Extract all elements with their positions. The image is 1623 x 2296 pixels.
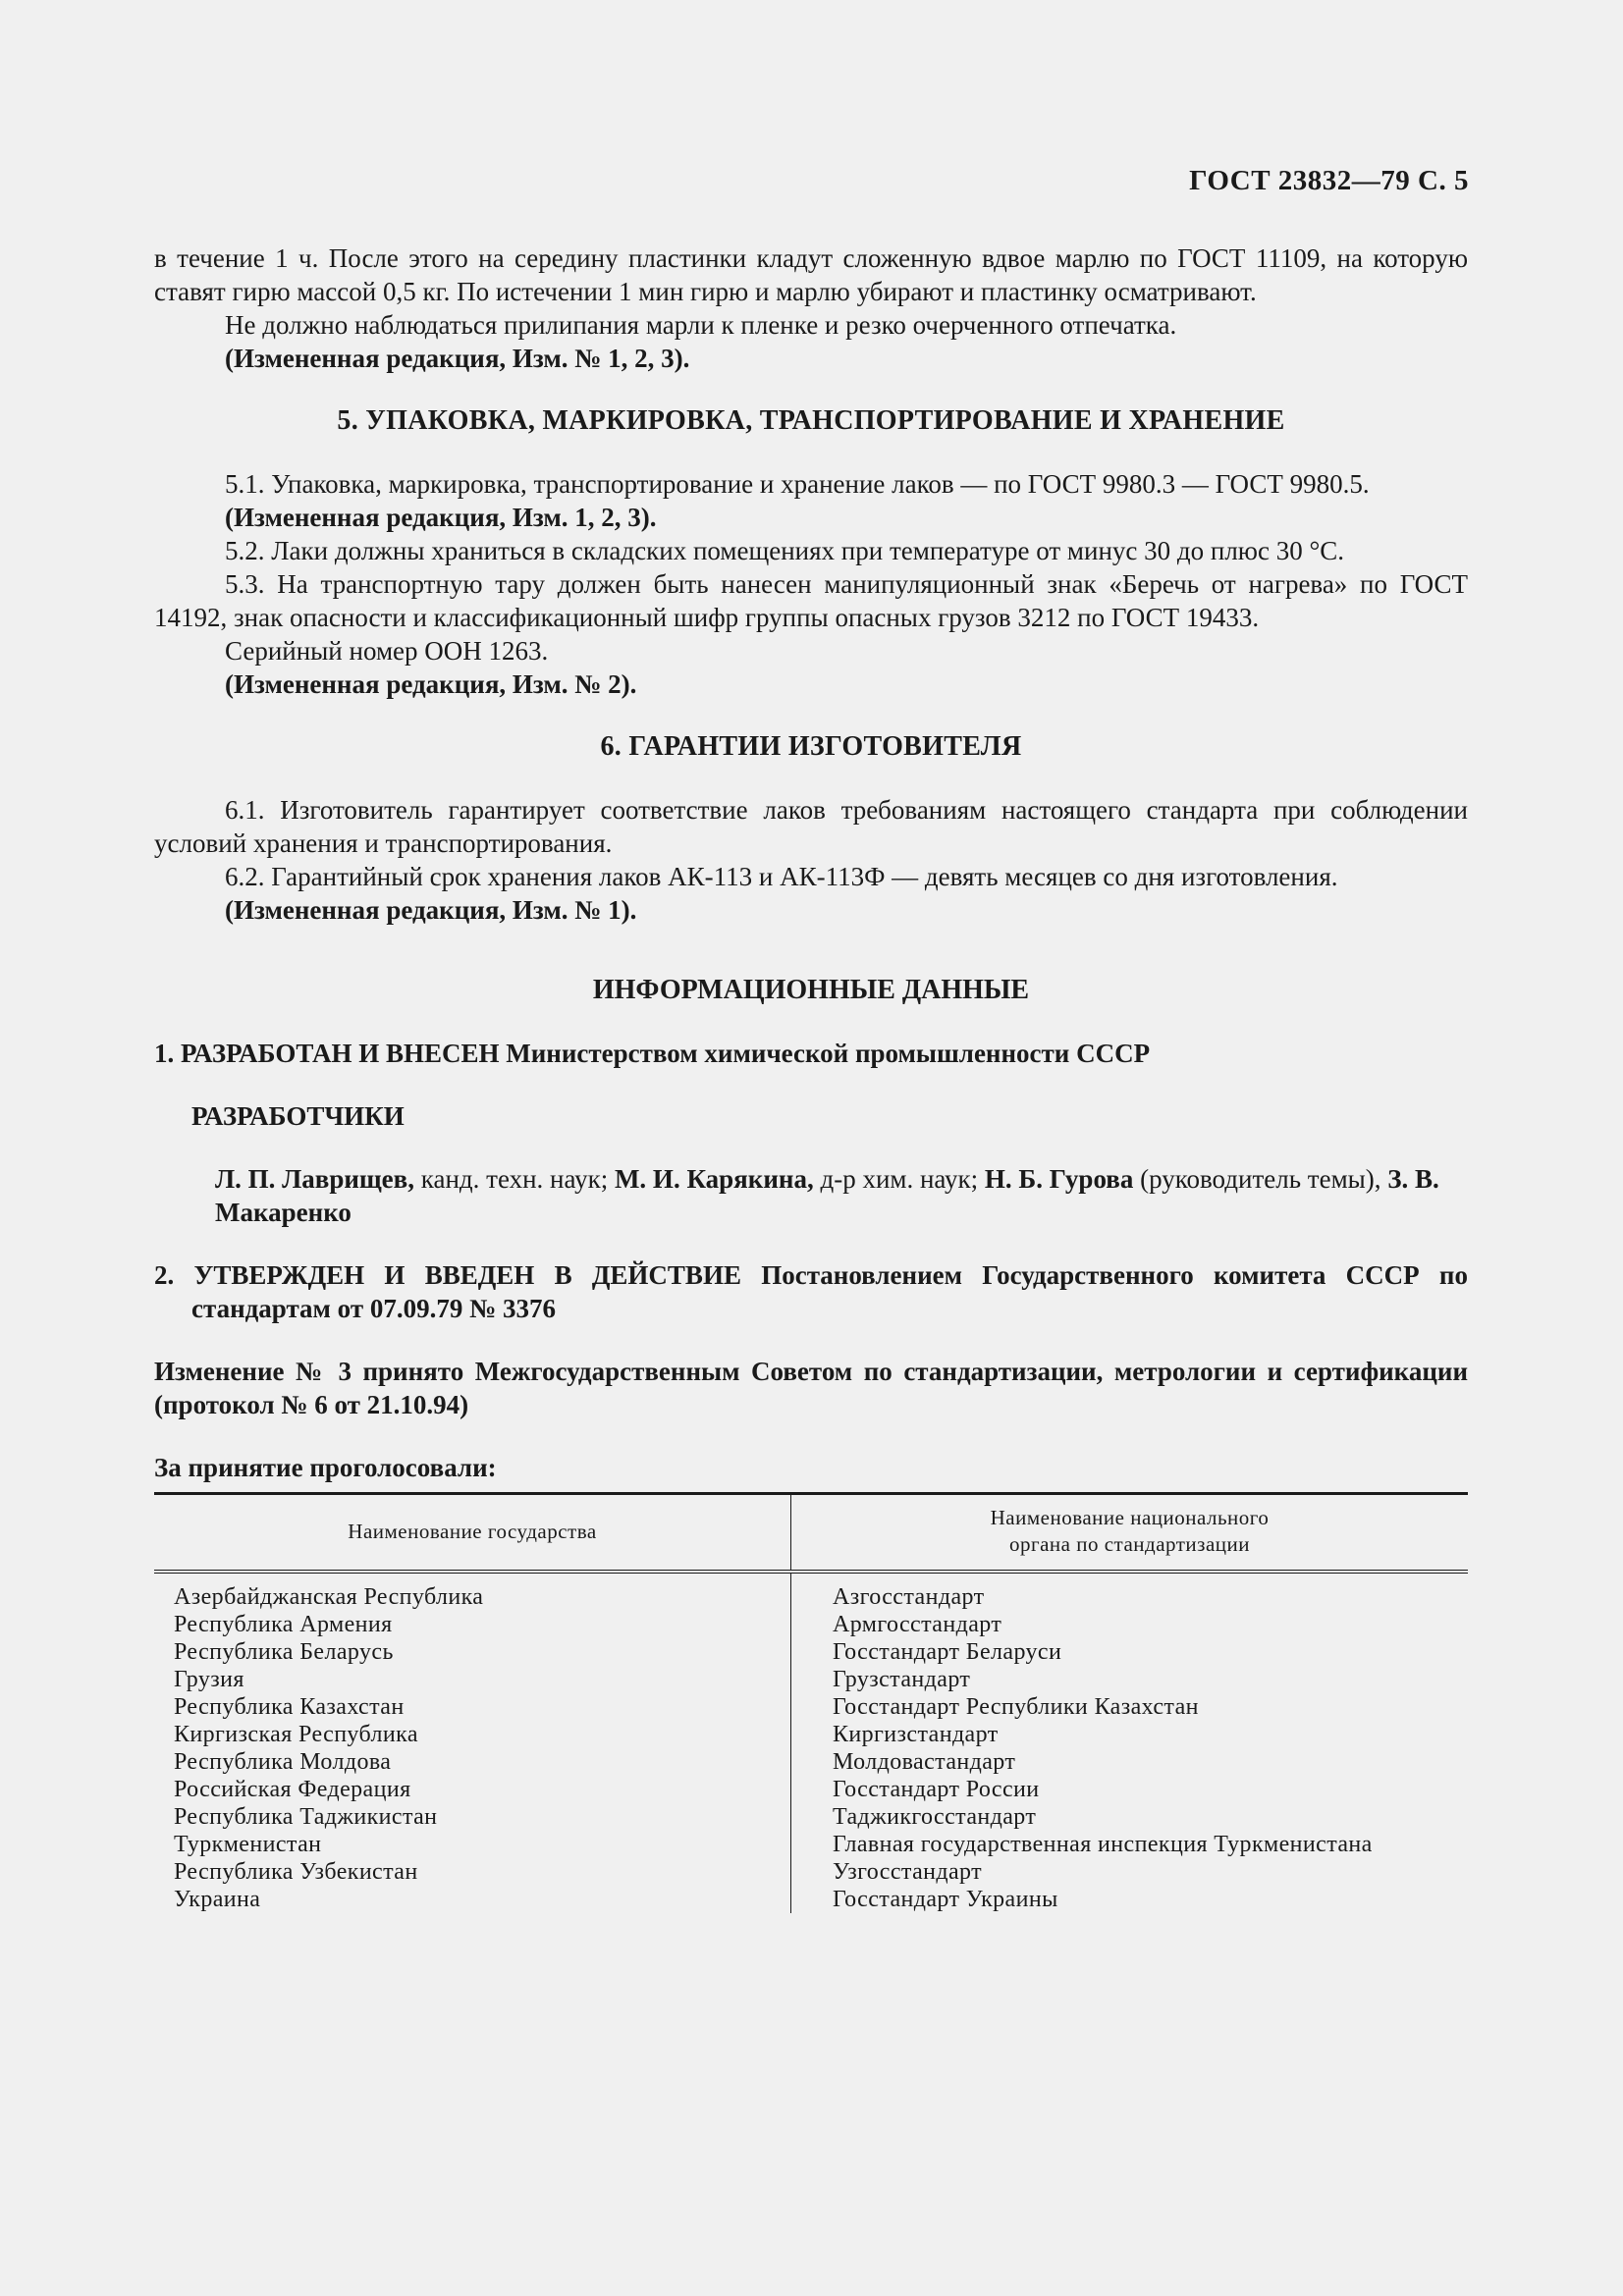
- section-5-title: 5. УПАКОВКА, МАРКИРОВКА, ТРАНСПОРТИРОВАНИЕ И ХРАНЕНИЕ: [337, 405, 1285, 436]
- state-name: Республика Беларусь: [174, 1639, 394, 1665]
- un-serial-number: Серийный номер ООН 1263.: [225, 636, 549, 666]
- developer-name: Н. Б. Гурова: [984, 1164, 1134, 1194]
- state-name: Российская Федерация: [174, 1777, 411, 1802]
- column-header-body-line1: Наименование национального: [990, 1506, 1270, 1529]
- developers-title: РАЗРАБОТЧИКИ: [191, 1101, 405, 1131]
- column-header-body-line2: органа по стандартизации: [1008, 1532, 1251, 1556]
- state-name: Туркменистан: [174, 1832, 322, 1857]
- voted-label: За принятие проголосовали:: [154, 1453, 497, 1482]
- voting-table: [154, 1492, 1468, 1913]
- state-name: Грузия: [174, 1667, 244, 1692]
- clause-5-1: 5.1. Упаковка, маркировка, транспортирование и хранение лаков — по ГОСТ 9980.3 — ГОСТ 9980.5.: [225, 469, 1370, 499]
- standards-body-name: Госстандарт Украины: [833, 1887, 1058, 1912]
- state-name: Республика Армения: [174, 1612, 393, 1637]
- page-body: [154, 155, 1468, 1913]
- standards-body-name: Узгосстандарт: [833, 1859, 983, 1885]
- clause-5-1-revision: (Измененная редакция, Изм. 1, 2, 3).: [225, 503, 657, 532]
- developers-list: [215, 1162, 1468, 1229]
- column-header-state: Наименование государства: [154, 1494, 791, 1573]
- clause-6-1: 6.1. Изготовитель гарантирует соответствие лаков требованиям настоящего стандарта при соблюдении условий хранения и транспортирования.: [154, 795, 1468, 858]
- state-name: Республика Молдова: [174, 1749, 392, 1775]
- standards-body-name: Грузстандарт: [833, 1667, 971, 1692]
- change-3-note: Изменение № 3 принято Межгосударственным Советом по стандартизации, метрологии и сертификации (протокол № 6 от 21.10.94): [154, 1357, 1468, 1419]
- standards-body-name: Госстандарт Беларуси: [833, 1639, 1062, 1665]
- developer-name: М. И. Карякина,: [614, 1164, 814, 1194]
- developer-degree: канд. техн. наук;: [414, 1164, 615, 1194]
- standards-body-name: Госстандарт России: [833, 1777, 1040, 1802]
- section-6-title: 6. ГАРАНТИИ ИЗГОТОВИТЕЛЯ: [600, 731, 1022, 762]
- developer-name: З. В. Макаренко: [215, 1164, 1439, 1227]
- standards-body-name: Таджикгосстандарт: [833, 1804, 1037, 1830]
- standards-body-name: Главная государственная инспекция Туркменистана: [833, 1832, 1373, 1857]
- clause-5-3: 5.3. На транспортную тару должен быть нанесен манипуляционный знак «Беречь от нагрева» по ГОСТ 14192, знак опасности и классификационный шифр группы опасных грузов 3212 по ГОСТ 19433.: [154, 569, 1468, 632]
- developer-degree: д-р хим. наук;: [813, 1164, 985, 1194]
- column-header-body: [791, 1494, 1469, 1573]
- info-item-1: 1. РАЗРАБОТАН И ВНЕСЕН Министерством химической промышленности СССР: [154, 1039, 1151, 1068]
- intro-requirement: Не должно наблюдаться прилипания марли к пленке и резко очерченного отпечатка.: [225, 310, 1177, 340]
- state-name: Азербайджанская Республика: [174, 1584, 484, 1610]
- state-name: Киргизская Республика: [174, 1722, 418, 1747]
- clause-5-2: 5.2. Лаки должны храниться в складских помещениях при температуре от минус 30 до плюс 30 °С.: [225, 536, 1344, 565]
- standards-body-name: Армгосстандарт: [833, 1612, 1002, 1637]
- bodies-column: [791, 1572, 1469, 1913]
- state-name: Республика Узбекистан: [174, 1859, 418, 1885]
- info-data-title: ИНФОРМАЦИОННЫЕ ДАННЫЕ: [592, 975, 1030, 1005]
- state-name: Республика Казахстан: [174, 1694, 405, 1720]
- page-header: ГОСТ 23832—79 С. 5: [1189, 165, 1469, 196]
- intro-revision-note: (Измененная редакция, Изм. № 1, 2, 3).: [225, 344, 690, 373]
- state-name: Украина: [174, 1887, 261, 1912]
- info-item-2: 2. УТВЕРЖДЕН И ВВЕДЕН В ДЕЙСТВИЕ Постановлением Государственного комитета СССР по стандартам от 07.09.79 № 3376: [154, 1260, 1468, 1323]
- clause-6-2: 6.2. Гарантийный срок хранения лаков АК-113 и АК-113Ф — девять месяцев со дня изготовления.: [225, 862, 1338, 891]
- clause-6-2-revision: (Измененная редакция, Изм. № 1).: [225, 895, 637, 925]
- standards-body-name: Киргизстандарт: [833, 1722, 999, 1747]
- developer-name: Л. П. Лаврищев,: [215, 1164, 415, 1194]
- standards-body-name: Госстандарт Республики Казахстан: [833, 1694, 1199, 1720]
- states-column: [154, 1572, 791, 1913]
- developer-role: (руководитель темы),: [1133, 1164, 1388, 1194]
- standards-body-name: Молдовастандарт: [833, 1749, 1016, 1775]
- clause-5-3-revision: (Измененная редакция, Изм. № 2).: [225, 669, 637, 699]
- intro-paragraph: в течение 1 ч. После этого на середину пластинки кладут сложенную вдвое марлю по ГОСТ 11109, на которую ставят гирю массой 0,5 кг. По истечении 1 мин гирю и марлю убирают и пластинку осматривают.: [154, 243, 1468, 306]
- standards-body-name: Азгосстандарт: [833, 1584, 985, 1610]
- state-name: Республика Таджикистан: [174, 1804, 438, 1830]
